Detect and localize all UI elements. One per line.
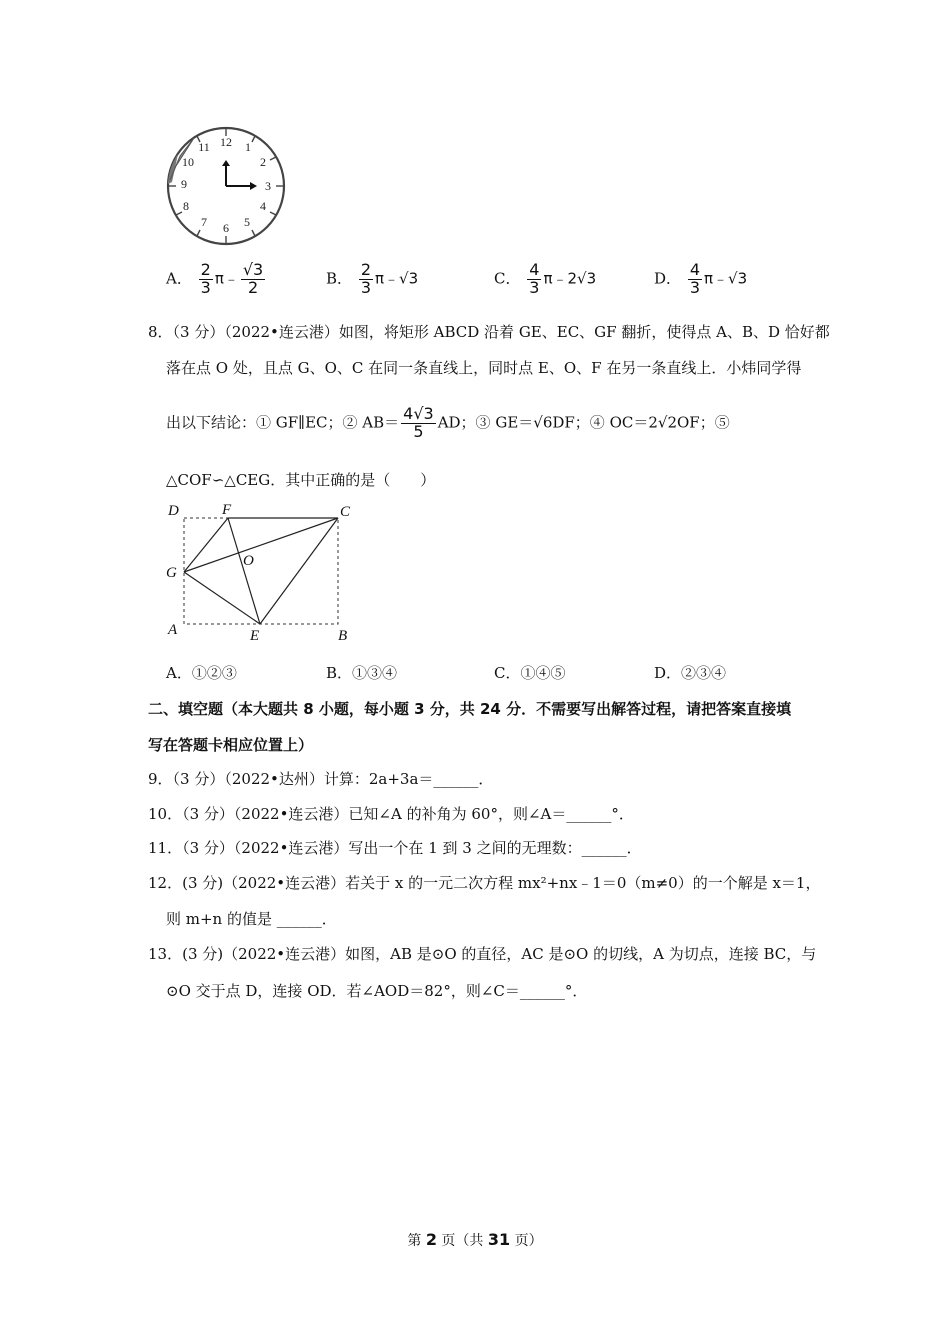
q8-line-2: 落在点 O 处，且点 G、O、C 在同一条直线上，同时点 E、O、F 在另一条直线上．小炜同学得 bbox=[166, 359, 802, 377]
page-footer: 第 2 页（共 31 页） bbox=[407, 1230, 543, 1249]
q8-option-c[interactable]: C．①④⑤ bbox=[494, 664, 566, 682]
clock-number: 6 bbox=[223, 221, 229, 235]
label-a: A bbox=[168, 622, 178, 638]
clock-number: 7 bbox=[201, 215, 207, 229]
clock-number: 1 bbox=[245, 140, 251, 154]
total-pages: 31 bbox=[487, 1230, 511, 1249]
q13-line-2: ⊙O 交于点 D，连接 OD．若∠AOD＝82°，则∠C＝______°． bbox=[166, 982, 588, 1000]
clock-number: 4 bbox=[260, 199, 266, 213]
clock-number: 8 bbox=[183, 199, 189, 213]
q8-option-b[interactable]: B．①③④ bbox=[326, 664, 398, 682]
label-o: O bbox=[243, 553, 254, 569]
fold-lines bbox=[184, 518, 338, 624]
q8-option-d[interactable]: D．②③④ bbox=[654, 664, 727, 682]
clock-number: 5 bbox=[244, 215, 250, 229]
rectangle-abcd bbox=[184, 518, 338, 624]
q8-option-a[interactable]: A．①②③ bbox=[166, 664, 237, 682]
q7-option-c[interactable]: C． $\frac{4}{3}$ π﹣2√3 bbox=[494, 260, 597, 297]
clock-number: 3 bbox=[265, 179, 271, 193]
label-e: E bbox=[250, 628, 260, 644]
label-d: D bbox=[168, 503, 179, 519]
q8-line-3: 出以下结论：① GF∥EC；② AB＝ $\frac{4√3}{5}$ AD；③ GE＝√6DF；④ OC＝2√2OF；⑤ bbox=[166, 404, 730, 441]
q7-option-d[interactable]: D． $\frac{4}{3}$ π﹣√3 bbox=[654, 260, 748, 297]
section-heading-2: 写在答题卡相应位置上） bbox=[148, 736, 314, 754]
q8-line-1: 8．（3 分）（2022•连云港）如图，将矩形 ABCD 沿着 GE、EC、GF 翻折，使得点 A、B、D 恰好都 bbox=[148, 323, 830, 341]
label-f: F bbox=[222, 502, 232, 518]
q13-line-1: 13．(3 分)（2022•连云港）如图，AB 是⊙O 的直径，AC 是⊙O 的切线，A 为切点，连接 BC，与 bbox=[148, 945, 817, 963]
clock-figure bbox=[164, 124, 290, 250]
q12-line-2: 则 m+n 的值是 ______． bbox=[166, 910, 337, 928]
clock-number: 2 bbox=[260, 155, 266, 169]
q7-option-a[interactable]: A． $\frac{2}{3}$ π﹣ $\frac{√3}{2}$ bbox=[166, 260, 264, 297]
label-b: B bbox=[338, 628, 348, 644]
q9: 9．（3 分）（2022•达州）计算：2a+3a＝______． bbox=[148, 770, 494, 788]
q8-line-4: △COF∽△CEG．其中正确的是（ ） bbox=[166, 471, 436, 489]
page-number: 2 bbox=[425, 1230, 437, 1249]
clock-number: 9 bbox=[181, 177, 187, 191]
label-c: C bbox=[340, 504, 351, 520]
clock-number: 11 bbox=[198, 140, 210, 154]
q12-line-1: 12．(3 分)（2022•连云港）若关于 x 的一元二次方程 mx²+nx﹣1＝0（m≠0）的一个解是 x＝1， bbox=[148, 874, 821, 892]
clock-number: 12 bbox=[220, 135, 232, 149]
clock-number: 10 bbox=[182, 155, 194, 169]
section-heading-1: 二、填空题（本大题共 8 小题，每小题 3 分，共 24 分．不需要写出解答过程，请把答案直接填 bbox=[148, 700, 792, 718]
q7-option-b[interactable]: B． $\frac{2}{3}$ π﹣√3 bbox=[326, 260, 419, 297]
q11: 11．（3 分）（2022•连云港）写出一个在 1 到 3 之间的无理数：______． bbox=[148, 839, 642, 857]
label-g: G bbox=[166, 565, 177, 581]
q10: 10．（3 分）（2022•连云港）已知∠A 的补角为 60°，则∠A＝______°． bbox=[148, 805, 634, 823]
rectangle-fold-figure bbox=[160, 496, 360, 648]
